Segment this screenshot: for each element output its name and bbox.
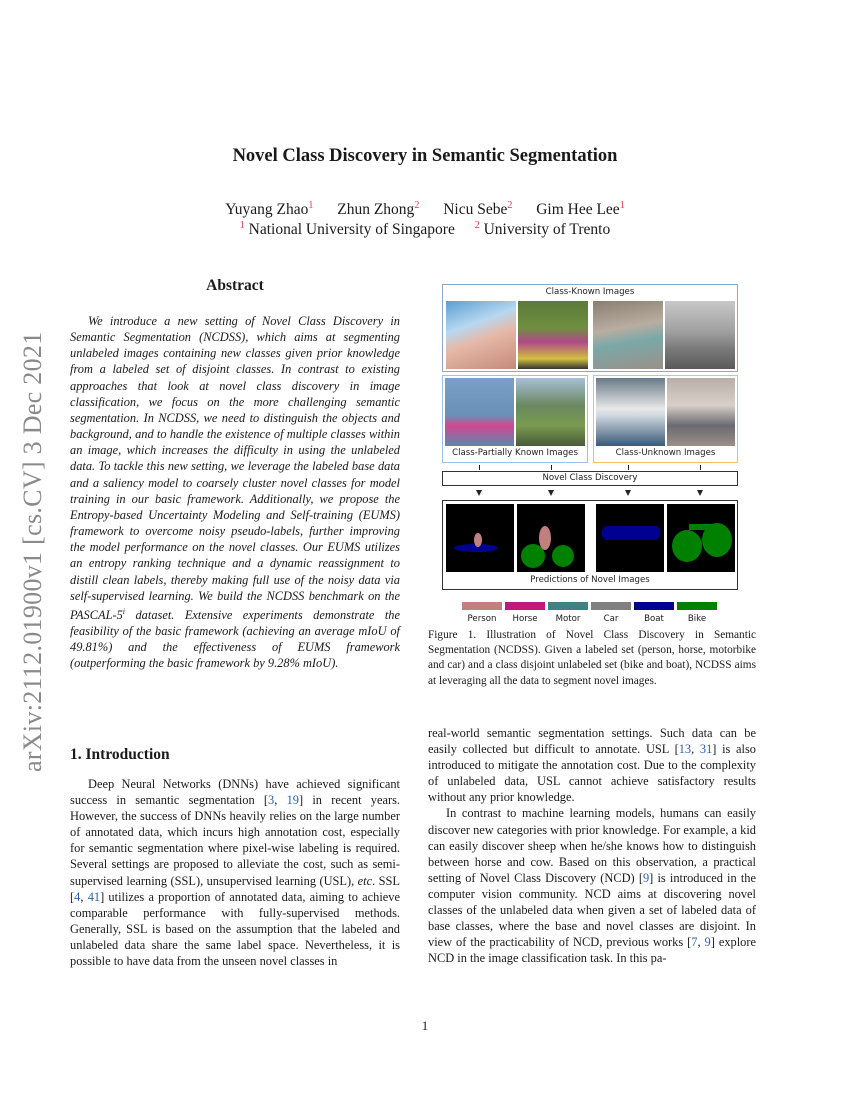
arrow: [551, 465, 552, 470]
arrow: [476, 490, 482, 496]
paper-title: Novel Class Discovery in Semantic Segmentation: [232, 146, 618, 166]
legend-swatch: [677, 602, 717, 610]
photo-horse: [518, 301, 588, 369]
class-partial-label: Class-Partially Known Images: [452, 448, 578, 458]
author: Nicu Sebe$^2$: [443, 200, 513, 218]
class-unknown-box: [593, 375, 738, 463]
photo-bike: [667, 378, 735, 446]
citation-link[interactable]: 41: [87, 889, 101, 904]
prediction-bike: [667, 504, 735, 572]
intro-paragraph: In contrast to machine learning models, humans can easily discover new categories with prior knowledge. For example, a kid can easily discover sheep when he/she knows how to distinguish between horse and cow. Based on this observation, a practical setting of Novel Class Discovery (NCD) [9] is introduced in the computer vision community. NCD aims at discovering novel classes of the unlabeled data when given a set of labeled data of base classes, where the base and novel classes are disjoint. In view of the practicability of NCD, previous works [7, 9] explore NCD in the image classification task. In this pa-: [428, 806, 756, 966]
legend-swatch: [634, 602, 674, 610]
intro-right-column: [428, 725, 756, 966]
photo-boat: [596, 378, 665, 446]
legend-label: Car: [603, 614, 619, 624]
abstract-heading: Abstract: [206, 277, 264, 294]
ncd-label: Novel Class Discovery: [542, 473, 638, 483]
predictions-box: [442, 500, 738, 590]
intro-paragraph: Deep Neural Networks (DNNs) have achieved significant success in semantic segmentation [3, 19] in recent years. However, the success of DNNs heavily relies on the large number of annotated data, which incurs high annotation cost, especially for semantic segmentation where pixel-wise labeling is required. Several settings are proposed to alleviate the cost, such as semi-supervised learning (SSL), unsupervised learning (USL), etc. SSL [4, 41] utilizes a proportion of annotated data, aiming to achieve comparable performance with fully-supervised methods. Generally, SSL is based on the assumption that the labeled and unlabeled data share the same label space. Nevertheless, it is possible to have data from the unseen novel classes in: [70, 777, 401, 969]
italic-text: etc: [357, 873, 373, 888]
arxiv-stamp: arXiv:2112.01900v1 [cs.CV] 3 Dec 2021: [18, 331, 47, 772]
ncd-box: [442, 471, 738, 486]
prediction-mask: [446, 504, 514, 572]
abstract-text: We introduce a new setting of Novel Class Discovery in Semantic Segmentation (NCDSS), which aims at segmenting unlabeled images containing new classes given prior knowledge from a labeled set of disjoint classes. In contrast to existing approaches that look at novel class discovery in image classification, we focus on the more challenging semantic segmentation. In NCDSS, we need to distinguish the objects and background, and to handle the existence of multiple classes within an image, which increases the difficulty in using the unlabeled data. To tackle this new setting, we leverage the labeled base data and a saliency model to coarsely cluster novel classes for model training in our basic framework. Additionally, we propose the Entropy-based Uncertainty Modeling and Self-training (EUMS) framework to overcome noisy pseudo-labels, further improving the model performance on the novel classes. Our EUMS utilizes an entropy ranking technique and a dynamic reassignment to distill clean labels, thereby making full use of the noisy data via self-supervised learning. We build the NCDSS benchmark on the PASCAL-5$^i$ dataset. Extensive experiments demonstrate the feasibility of the basic framework (achieving an average mIoU of 49.81%) and the effectiveness of EUMS framework (outperforming the basic framework by 9.28% mIoU).: [70, 314, 400, 671]
citation-link[interactable]: 4: [74, 889, 81, 904]
section-heading: 1. Introduction: [70, 746, 170, 763]
citation-link[interactable]: 9: [704, 935, 711, 950]
legend-label: Person: [467, 614, 497, 624]
photo-bike-person: [516, 378, 585, 446]
photo-person: [446, 301, 516, 369]
citation-link[interactable]: 19: [286, 793, 299, 808]
photo-car: [665, 301, 735, 369]
arrow: [697, 490, 703, 496]
citation-link[interactable]: 31: [699, 742, 713, 757]
affiliation: $^2$ University of Trento: [474, 220, 611, 238]
citation-link[interactable]: 3: [268, 793, 275, 808]
citation-link[interactable]: 9: [642, 870, 650, 885]
affiliation: $^1$ National University of Singapore: [239, 220, 455, 238]
class-partial-box: [442, 375, 588, 463]
affiliation-list: [0, 220, 850, 239]
photo-motorbike: [593, 301, 663, 369]
prediction-boat: [596, 504, 664, 572]
citation-link[interactable]: 13: [678, 742, 692, 757]
photo-boat-person: [445, 378, 514, 446]
figure-1: [440, 284, 740, 624]
legend-label: Bike: [687, 614, 707, 624]
prediction-mask: [667, 504, 735, 572]
class-unknown-label: Class-Unknown Images: [615, 448, 716, 458]
arrow: [548, 490, 554, 496]
legend-label: Boat: [644, 614, 664, 624]
legend-label: Horse: [512, 614, 538, 624]
citation-link[interactable]: 7: [691, 935, 698, 950]
author: Yuyang Zhao$^1$: [225, 200, 314, 218]
legend-swatch: [548, 602, 588, 610]
predictions-label: Predictions of Novel Images: [530, 575, 650, 585]
page-number: 1: [421, 1018, 429, 1033]
arrow: [479, 465, 480, 470]
prediction-boat-person: [446, 504, 514, 572]
class-known-label: Class-Known Images: [545, 287, 635, 297]
prediction-mask: [596, 504, 664, 572]
figure-caption: Figure 1. Illustration of Novel Class Discovery in Semantic Segmentation (NCDSS). Given a labeled set (person, horse, motorbike and car) and a class disjoint unlabeled set (bike and boat), NCDSS aims at leveraging all the data to segment novel images.: [428, 629, 756, 687]
author-list: [0, 200, 850, 219]
legend-swatch: [505, 602, 545, 610]
author: Gim Hee Lee$^1$: [536, 200, 625, 218]
legend-label: Motor: [555, 614, 581, 624]
legend-swatch: [591, 602, 631, 610]
arrow: [700, 465, 701, 470]
prediction-mask: [517, 504, 585, 572]
class-known-box: [442, 284, 738, 372]
author: Zhun Zhong$^2$: [337, 200, 420, 218]
legend-swatch: [462, 602, 502, 610]
arrow: [628, 465, 629, 470]
arrow: [625, 490, 631, 496]
intro-paragraph: real-world semantic segmentation settings. Such data can be easily collected but difficult to annotate. USL [13, 31] is also introduced to mitigate the annotation cost. Due to the complexity of unlabeled data, USL cannot achieve satisfactory results without any prior knowledge.: [428, 726, 756, 805]
prediction-bike-person: [517, 504, 585, 572]
